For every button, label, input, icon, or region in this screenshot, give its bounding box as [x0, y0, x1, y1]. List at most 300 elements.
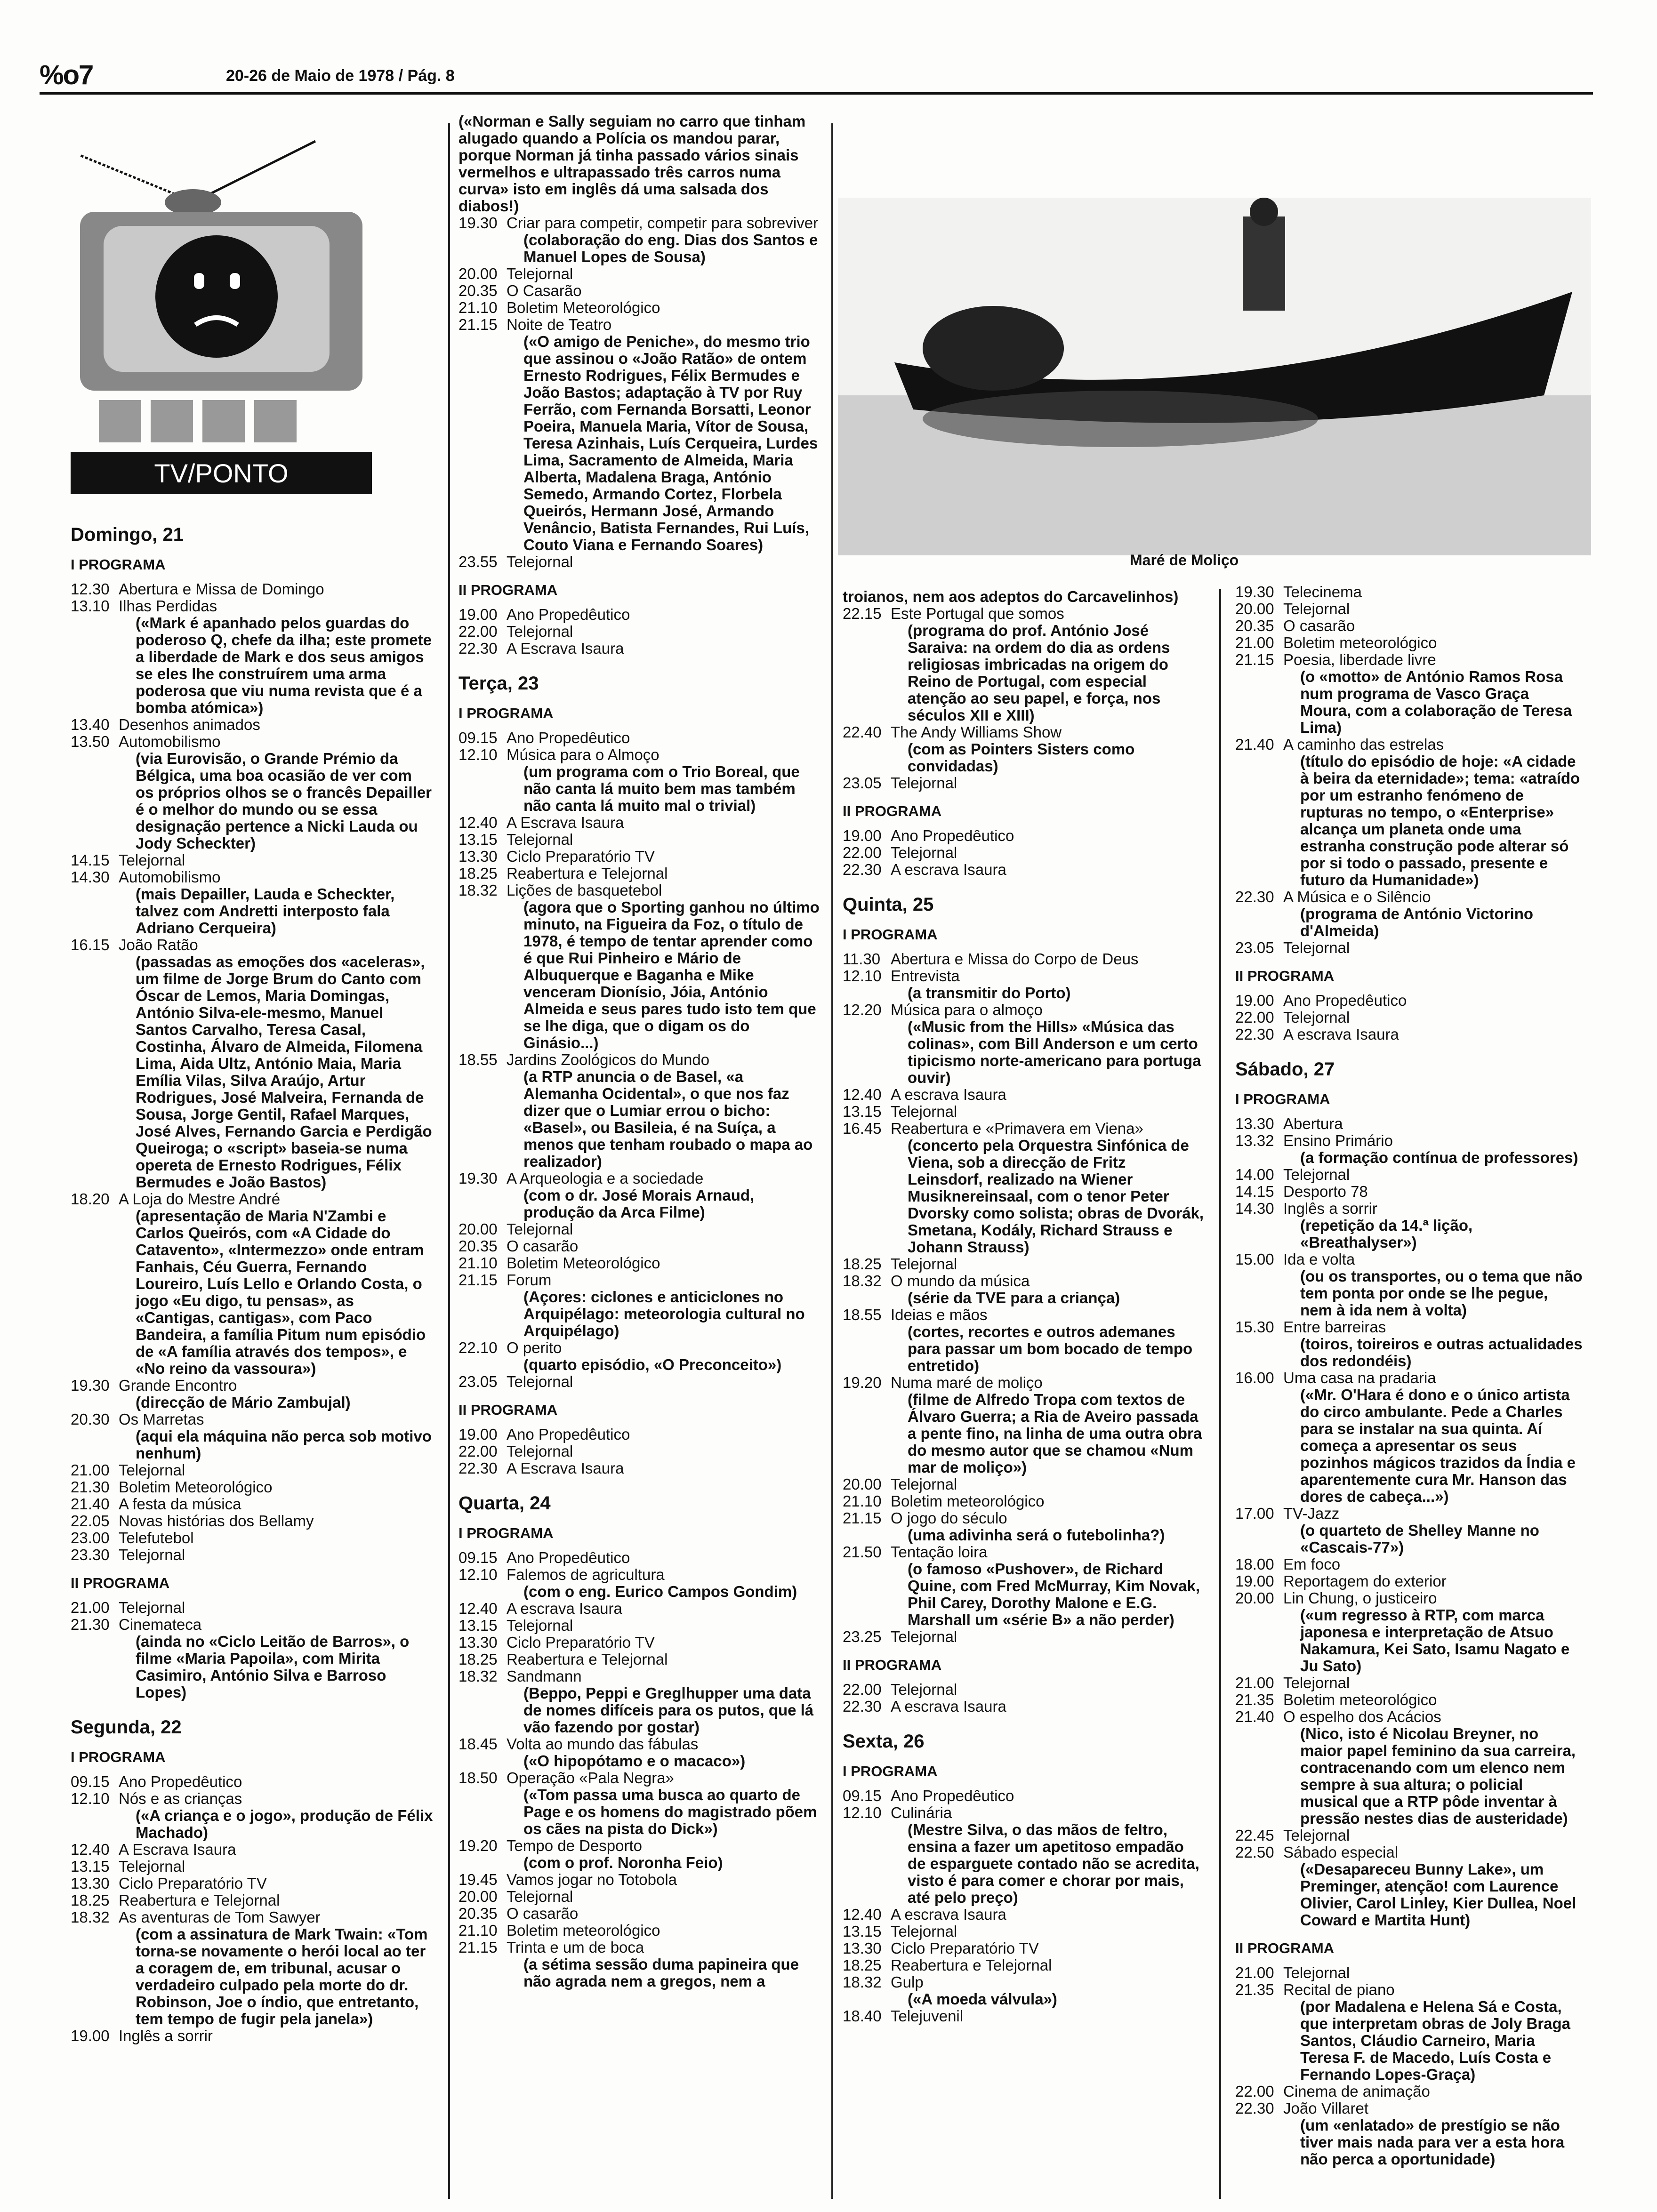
schedule-item: [458, 1770, 821, 1787]
programme-title: Boletim meteorológico: [891, 1492, 1045, 1510]
programme-description: (direcção de Mário Zambujal): [136, 1394, 351, 1411]
programme-description: (Mestre Silva, o das mãos de feltro, ensina a fazer um apetitoso empadão de esparguete contado não se acredita, visto é para comer e chorar por mais, até pelo preço): [908, 1821, 1199, 1906]
schedule-item: [1235, 651, 1584, 668]
schedule-item: [1235, 1115, 1584, 1132]
programme-title: Automobilismo: [119, 868, 221, 886]
programme-title: Criar para competir, competir para sobreviver: [507, 214, 819, 232]
schedule-item: [843, 1374, 1205, 1391]
broadcast-time: 13.30: [71, 1875, 110, 1892]
programme-title: Telejornal: [1283, 1674, 1350, 1691]
schedule-item: [843, 951, 1205, 968]
broadcast-time: 14.30: [1235, 1200, 1274, 1217]
programme-title: Telejornal: [891, 1923, 957, 1940]
programme-description: (Nico, isto é Nicolau Breyner, no maior papel feminino da sua carreira, contracenando com um elenco nem sempre à sua altura; o policial musical que a RTP pôde inventar à pressão nestes dias de austeridade): [1300, 1725, 1576, 1827]
schedule-item: [458, 553, 821, 570]
schedule-item: [1235, 939, 1584, 956]
schedule-item: [843, 1306, 1205, 1323]
broadcast-time: 18.00: [1235, 1555, 1274, 1573]
schedule-item: [458, 623, 821, 640]
schedule-item: [1235, 1319, 1584, 1336]
programme-description: («Music from the Hills» «Música das colinas», com Bill Anderson e um certo tipicismo norte-americano para portuga ouvir): [908, 1018, 1201, 1086]
schedule-item: [71, 1462, 433, 1479]
schedule-item: [71, 1892, 433, 1909]
programme-title: Telejornal: [507, 831, 573, 848]
schedule-item: [458, 1668, 821, 1685]
schedule-item: [1235, 1370, 1584, 1387]
schedule-item: [458, 1255, 821, 1272]
programme-title: Telejornal: [119, 851, 185, 869]
schedule-item: [843, 724, 1205, 741]
schedule-item: [1235, 1505, 1584, 1522]
schedule-item: [71, 1547, 433, 1563]
schedule-item: [458, 1272, 821, 1289]
programme-title: A festa da música: [119, 1495, 241, 1513]
schedule-item: [1235, 1573, 1584, 1590]
programme-description: (série da TVE para a criança): [908, 1289, 1120, 1306]
column-4: [1235, 584, 1584, 2168]
programme-description: (colaboração do eng. Dias dos Santos e Manuel Lopes de Sousa): [523, 231, 818, 265]
schedule-item: [843, 1698, 1205, 1715]
schedule-item: [1235, 889, 1584, 906]
broadcast-time: 11.30: [843, 950, 881, 968]
broadcast-time: 19.30: [1235, 583, 1274, 601]
day-heading: Quarta, 24: [458, 1493, 551, 1514]
programme-title: Volta ao mundo das fábulas: [507, 1735, 699, 1753]
programme-heading: I PROGRAMA: [843, 926, 938, 943]
programme-description: («Desapareceu Bunny Lake», um Preminger, atenção! com Laurence Olivier, Carol Linley, Kier Dullea, Noel Coward e Martita Hunt): [1300, 1860, 1577, 1929]
broadcast-time: 12.40: [843, 1086, 882, 1103]
programme-title: Forum: [507, 1271, 552, 1289]
programme-title: Ano Propedêutico: [891, 827, 1014, 844]
programme-description: (ou os transportes, ou o tema que não tem ponta por onde se lhe pegue, nem à ida nem à volta): [1300, 1267, 1583, 1319]
programme-description: (por Madalena e Helena Sá e Costa, que interpretam obras de Joly Braga Santos, Cláudio Carneiro, Maria Teresa F. de Macedo, Luís Costa e Fernando Lopes-Graça): [1300, 1998, 1571, 2083]
programme-title: Telejornal: [507, 623, 573, 640]
programme-title: A escrava Isaura: [891, 1906, 1006, 1923]
schedule-item: [458, 299, 821, 316]
programme-description: (com o dr. José Morais Arnaud, produção da Arca Filme): [523, 1186, 755, 1221]
schedule-item: [1235, 1708, 1584, 1725]
programme-title: Poesia, liberdade livre: [1283, 651, 1436, 668]
broadcast-time: 12.10: [843, 967, 882, 985]
programme-title: Tentação loira: [891, 1543, 988, 1561]
broadcast-time: 22.30: [458, 640, 498, 657]
broadcast-time: 21.10: [458, 1254, 498, 1272]
broadcast-time: 17.00: [1235, 1505, 1274, 1522]
programme-title: Ciclo Preparatório TV: [507, 848, 655, 865]
broadcast-time: 22.30: [1235, 1026, 1274, 1043]
programme-title: Telejornal: [507, 265, 573, 282]
programme-title: O casarão: [507, 1237, 579, 1255]
programme-title: Ano Propedêutico: [507, 606, 630, 623]
schedule-item: [71, 937, 433, 954]
programme-title: Telejornal: [891, 774, 957, 792]
broadcast-time: 21.10: [458, 1922, 498, 1939]
schedule-item: [458, 746, 821, 763]
broadcast-time: 12.30: [71, 580, 110, 598]
column-2: [458, 113, 821, 1990]
programme-heading: I PROGRAMA: [458, 1525, 554, 1541]
schedule-item: [71, 1909, 433, 1926]
schedule-item: [71, 1875, 433, 1892]
programme-title: Boletim Meteorológico: [507, 299, 660, 316]
schedule-item: [458, 215, 821, 232]
broadcast-time: 21.00: [1235, 1964, 1274, 1981]
television-icon: [71, 136, 372, 457]
schedule-item: [843, 1273, 1205, 1290]
broadcast-time: 22.15: [843, 605, 882, 622]
programme-heading: I PROGRAMA: [71, 1749, 166, 1765]
schedule-item: [843, 1256, 1205, 1273]
broadcast-time: 13.30: [458, 848, 498, 865]
day-heading: Terça, 23: [458, 673, 539, 694]
broadcast-time: 22.50: [1235, 1843, 1274, 1861]
broadcast-time: 20.00: [1235, 1589, 1274, 1607]
programme-description: («Norman e Sally seguiam no carro que tinham alugado quando a Polícia os mandou parar, porque Norman já tinha passado vários sinais vermelhos e ultrapassado três carros numa curva» isto em inglês dá uma salsada dos diabos!): [458, 112, 806, 215]
broadcast-time: 22.30: [1235, 888, 1274, 906]
programme-title: Cinema de animação: [1283, 2083, 1430, 2100]
schedule-item: [1235, 1844, 1584, 1861]
programme-title: Ano Propedêutico: [507, 1549, 630, 1566]
programme-title: Gulp: [891, 1973, 924, 1991]
schedule-item: [458, 1373, 821, 1390]
broadcast-time: 20.35: [1235, 617, 1274, 634]
schedule-item: [71, 1411, 433, 1428]
schedule-item: [71, 1773, 433, 1790]
broadcast-time: 22.00: [1235, 1009, 1274, 1026]
programme-title: Ciclo Preparatório TV: [119, 1875, 267, 1892]
schedule-item: [843, 1544, 1205, 1561]
programme-title: Lições de basquetebol: [507, 882, 662, 899]
schedule-item: [458, 814, 821, 831]
programme-description: (a transmitir do Porto): [908, 984, 1071, 1002]
schedule-item: [458, 1600, 821, 1617]
programme-title: Telejornal: [1283, 1166, 1350, 1183]
schedule-item: [843, 1940, 1205, 1957]
schedule-item: [458, 882, 821, 899]
broadcast-time: 18.25: [71, 1891, 110, 1909]
programme-title: Telejornal: [1283, 1827, 1350, 1844]
schedule-item: [843, 1002, 1205, 1018]
schedule-item: [71, 1479, 433, 1496]
broadcast-time: 21.15: [458, 316, 498, 333]
broadcast-time: 22.10: [458, 1339, 498, 1356]
schedule-item: [843, 1681, 1205, 1698]
programme-title: Ano Propedêutico: [119, 1773, 242, 1790]
programme-title: Telejornal: [507, 1373, 573, 1390]
programme-title: Este Portugal que somos: [891, 605, 1064, 622]
broadcast-time: 21.50: [843, 1543, 882, 1561]
schedule-item: [458, 1339, 821, 1356]
programme-description: (um programa com o Trio Boreal, que não canta lá muito bem mas também não canta lá muito mal o trivial): [523, 763, 800, 814]
programme-title: O casarão: [1283, 617, 1355, 634]
broadcast-time: 18.32: [71, 1908, 110, 1926]
broadcast-time: 19.20: [843, 1374, 882, 1391]
broadcast-time: 18.32: [458, 1667, 498, 1685]
schedule-item: [843, 1957, 1205, 1974]
schedule-item: [458, 1634, 821, 1651]
programme-title: Trinta e um de boca: [507, 1939, 644, 1956]
programme-title: A escrava Isaura: [891, 1086, 1006, 1103]
schedule-item: [458, 1871, 821, 1888]
photo-caption: Maré de Moliço: [1130, 552, 1239, 569]
programme-description: (via Eurovisão, o Grande Prémio da Bélgica, uma boa ocasião de ver com os próprios olhos se o francês Depailler é o melhor do mundo ou se essa designação pertence a Nicki Lauda ou Jody Scheckter): [136, 750, 432, 852]
schedule-item: [1235, 601, 1584, 617]
programme-title: Lin Chung, o justiceiro: [1283, 1589, 1437, 1607]
programme-title: Telejornal: [507, 1443, 573, 1460]
programme-title: Novas histórias dos Bellamy: [119, 1512, 314, 1530]
schedule-item: [1235, 634, 1584, 651]
schedule-item: [1235, 1675, 1584, 1691]
schedule-item: [458, 282, 821, 299]
broadcast-time: 21.15: [458, 1939, 498, 1956]
programme-title: O espelho dos Acácios: [1283, 1708, 1441, 1725]
broadcast-time: 23.05: [458, 1373, 498, 1390]
programme-title: O perito: [507, 1339, 562, 1356]
broadcast-time: 14.15: [1235, 1183, 1274, 1200]
programme-description: (agora que o Sporting ganhou no último minuto, na Figueira da Foz, o título de 1978, é tempo de tentar aprender como é que Rui Pinheiro e Mário de Albuquerque e Baganha e Mike venceram Dionísio, Jóia, António Almeida e seus pares tudo isto tem que se lhe diga, que o digam os do Ginásio...): [523, 898, 820, 1051]
broadcast-time: 19.00: [843, 827, 882, 844]
schedule-item: [1235, 1009, 1584, 1026]
programme-heading: II PROGRAMA: [843, 803, 942, 819]
broadcast-time: 18.45: [458, 1735, 498, 1753]
schedule-item: [1235, 584, 1584, 601]
programme-title: Grande Encontro: [119, 1377, 237, 1394]
schedule-item: [1235, 1200, 1584, 1217]
programme-title: A escrava Isaura: [1283, 1026, 1399, 1043]
schedule-item: [1235, 1183, 1584, 1200]
broadcast-time: 22.00: [458, 1443, 498, 1460]
broadcast-time: 20.00: [1235, 600, 1274, 617]
broadcast-time: 22.30: [1235, 2100, 1274, 2117]
schedule-item: [458, 640, 821, 657]
programme-title: Ano Propedêutico: [891, 1787, 1014, 1804]
schedule-item: [458, 1922, 821, 1939]
programme-heading: I PROGRAMA: [458, 705, 554, 721]
schedule-item: [458, 1651, 821, 1668]
programme-title: Telejornal: [891, 844, 957, 861]
broadcast-time: 18.25: [843, 1956, 882, 1974]
programme-description: («Mark é apanhado pelos guardas do poderoso Q, chefe da ilha; este promete a liberdade de Mark e dos seus amigos se eles lhe construírem uma arma poderosa que viu numa revista que é a bomba atómica»): [136, 614, 432, 716]
programme-title: O mundo da música: [891, 1272, 1030, 1290]
schedule-item: [458, 265, 821, 282]
programme-title: Inglês a sorrir: [1283, 1200, 1377, 1217]
programme-title: João Villaret: [1283, 2100, 1369, 2117]
programme-title: Abertura e Missa de Domingo: [119, 580, 324, 598]
programme-description: («Tom passa uma busca ao quarto de Page e os homens do magistrado põem os cães na pista do Dick»): [523, 1786, 817, 1837]
programme-description: (quarto episódio, «O Preconceito»): [523, 1356, 782, 1373]
header-rule: [40, 92, 1593, 95]
broadcast-time: 20.35: [458, 1905, 498, 1922]
programme-title: Uma casa na pradaria: [1283, 1369, 1436, 1387]
programme-title: Abertura: [1283, 1115, 1343, 1132]
column-divider: [1219, 589, 1221, 2199]
programme-description: troianos, nem aos adeptos do Carcavelinhos): [843, 588, 1179, 605]
schedule-item: [71, 1858, 433, 1875]
schedule-item: [71, 1191, 433, 1208]
programme-description: (repetição da 14.ª lição, «Breathalyser»): [1300, 1217, 1473, 1251]
schedule-item: [458, 1837, 821, 1854]
broadcast-time: 13.15: [71, 1858, 110, 1875]
schedule-item: [1235, 1964, 1584, 1981]
schedule-item: [843, 1923, 1205, 1940]
schedule-item: [71, 1377, 433, 1394]
broadcast-time: 21.15: [1235, 651, 1274, 668]
programme-title: Reabertura e Telejornal: [507, 865, 668, 882]
programme-description: («O hipopótamo e o macaco»): [523, 1752, 746, 1770]
schedule-item: [458, 1221, 821, 1238]
broadcast-time: 13.15: [458, 1617, 498, 1634]
programme-description: (apresentação de Maria N'Zambi e Carlos Queirós, com «A Cidade do Catavento», «Intermezzo» onde entram Fanhais, Céu Guerra, Fernando Loureiro, Luís Lello e Orlando Costa, o jogo «Eu digo, tu pensas», as «Cantigas, cantigas», com Paco Bandeira, a família Pitum num episódio de «A família através dos tempos», e «No reino da vassoura»): [136, 1207, 426, 1377]
programme-title: Telejornal: [1283, 1009, 1350, 1026]
programme-title: Entrevista: [891, 967, 960, 985]
programme-title: Desporto 78: [1283, 1183, 1368, 1200]
schedule-item: [71, 1530, 433, 1547]
day-heading: Quinta, 25: [843, 894, 934, 915]
schedule-item: [843, 1510, 1205, 1527]
programme-description: (o quarteto de Shelley Manne no «Cascais-77»): [1300, 1522, 1539, 1556]
programme-title: Sábado especial: [1283, 1843, 1399, 1861]
programme-heading: II PROGRAMA: [458, 582, 558, 598]
broadcast-time: 13.30: [1235, 1115, 1274, 1132]
programme-description: (com o prof. Noronha Feio): [523, 1854, 723, 1871]
programme-title: Telejornal: [1283, 939, 1350, 956]
boat-photo: [838, 198, 1591, 555]
broadcast-time: 13.10: [71, 597, 110, 615]
programme-title: Música para o almoço: [891, 1001, 1043, 1018]
programme-description: (uma adivinha será o futebolinha?): [908, 1526, 1165, 1544]
broadcast-time: 20.00: [458, 265, 498, 282]
programme-title: Ilhas Perdidas: [119, 597, 217, 615]
schedule-item: [843, 1787, 1205, 1804]
programme-description: (toiros, toireiros e outras actualidades dos redondéis): [1300, 1335, 1583, 1370]
programme-title: A Loja do Mestre André: [119, 1190, 281, 1208]
programme-title: Os Marretas: [119, 1411, 204, 1428]
broadcast-time: 22.05: [71, 1512, 110, 1530]
broadcast-time: 19.00: [1235, 1572, 1274, 1590]
programme-description: (a formação contínua de professores): [1300, 1149, 1578, 1166]
schedule-item: [71, 1599, 433, 1616]
schedule-item: [843, 1974, 1205, 1991]
broadcast-time: 09.15: [458, 729, 498, 746]
schedule-item: [458, 1238, 821, 1255]
programme-title: Inglês a sorrir: [119, 2027, 213, 2044]
programme-title: Cinemateca: [119, 1616, 202, 1633]
broadcast-time: 23.00: [71, 1529, 110, 1547]
programme-description: (com a assinatura de Mark Twain: «Tom torna-se novamente o herói local ao ter a coragem de, em tribunal, acusar o verdadeiro culpado pela morte do dr. Robinson, Joe o índio, que entretanto, tem tempo de fugir pela janela»): [136, 1925, 428, 2028]
schedule-item: [71, 716, 433, 733]
programme-heading: II PROGRAMA: [458, 1402, 558, 1418]
programme-description: (programa do prof. António José Saraiva: na ordem do dia as ordens religiosas imbricadas na origem do Reino de Portugal, com especial atenção ao seu papel, e força, nos séculos XII e XIII): [908, 622, 1170, 724]
programme-title: Telecinema: [1283, 583, 1362, 601]
broadcast-time: 12.20: [843, 1001, 882, 1018]
schedule-item: [1235, 1026, 1584, 1043]
tv-ponto-label: TV/PONTO: [71, 452, 372, 494]
programme-title: Boletim meteorológico: [507, 1922, 660, 1939]
programme-title: Abertura e Missa do Corpo de Deus: [891, 950, 1139, 968]
schedule-item: [1235, 1827, 1584, 1844]
programme-description: (Beppo, Peppi e Greglhupper uma data de nomes difíceis para os putos, que lá vão fazendo por gostar): [523, 1684, 814, 1736]
programme-title: Ano Propedêutico: [507, 1426, 630, 1443]
programme-title: Telefutebol: [119, 1529, 194, 1547]
broadcast-time: 20.35: [458, 282, 498, 299]
schedule-item: [71, 581, 433, 598]
broadcast-time: 21.00: [1235, 1674, 1274, 1691]
programme-title: A Música e o Silêncio: [1283, 888, 1431, 906]
schedule-item: [843, 827, 1205, 844]
schedule-item: [458, 1426, 821, 1443]
newspaper-logo: %o7: [40, 60, 93, 90]
programme-title: Telejornal: [891, 1681, 957, 1698]
programme-title: Telejornal: [891, 1103, 957, 1120]
programme-title: Nós e as crianças: [119, 1790, 242, 1807]
broadcast-time: 21.00: [71, 1599, 110, 1616]
programme-description: (o «motto» de António Ramos Rosa num programa de Vasco Graça Moura, com a colaboração de Teresa Lima): [1300, 668, 1572, 736]
programme-title: Boletim Meteorológico: [119, 1478, 273, 1496]
schedule-item: [843, 775, 1205, 792]
day-heading: Sábado, 27: [1235, 1059, 1335, 1080]
broadcast-time: 21.35: [1235, 1691, 1274, 1708]
broadcast-time: 13.40: [71, 716, 110, 733]
broadcast-time: 14.00: [1235, 1166, 1274, 1183]
schedule-item: [1235, 1166, 1584, 1183]
broadcast-time: 12.10: [458, 1566, 498, 1583]
schedule-item: [458, 848, 821, 865]
schedule-item: [458, 1905, 821, 1922]
broadcast-time: 15.30: [1235, 1318, 1274, 1336]
programme-title: Entre barreiras: [1283, 1318, 1386, 1336]
programme-title: Reabertura e Telejornal: [891, 1956, 1052, 1974]
column-3: [843, 588, 1205, 2025]
schedule-item: [71, 1513, 433, 1530]
programme-title: Em foco: [1283, 1555, 1341, 1573]
schedule-item: [1235, 2100, 1584, 2117]
schedule-item: [458, 1617, 821, 1634]
programme-description: (aqui ela máquina não perca sob motivo nenhum): [136, 1427, 432, 1462]
broadcast-time: 21.10: [843, 1492, 882, 1510]
programme-description: («Mr. O'Hara é dono e o único artista do circo ambulante. Pede a Charles para se instalar na sua quinta. Aí começa a apresentar os seus pozinhos mágicos trazidos da Índia e aparentemente cura Mr. Hanson das dores de cabeça...»): [1300, 1386, 1576, 1505]
broadcast-time: 14.30: [71, 868, 110, 886]
broadcast-time: 12.40: [458, 814, 498, 831]
broadcast-time: 19.00: [71, 2027, 110, 2044]
programme-title: O casarão: [507, 1905, 579, 1922]
schedule-item: [71, 1616, 433, 1633]
schedule-item: [458, 1566, 821, 1583]
broadcast-time: 19.30: [71, 1377, 110, 1394]
programme-title: A escrava Isaura: [507, 1600, 622, 1617]
broadcast-time: 15.00: [1235, 1250, 1274, 1268]
broadcast-time: 16.00: [1235, 1369, 1274, 1387]
programme-description: (programa de António Victorino d'Almeida): [1300, 905, 1534, 939]
broadcast-time: 21.15: [458, 1271, 498, 1289]
broadcast-time: 14.15: [71, 851, 110, 869]
programme-heading: II PROGRAMA: [1235, 1940, 1335, 1956]
broadcast-time: 20.35: [458, 1237, 498, 1255]
broadcast-time: 12.10: [843, 1804, 882, 1821]
broadcast-time: 18.25: [458, 865, 498, 882]
broadcast-time: 20.30: [71, 1411, 110, 1428]
programme-title: Operação «Pala Negra»: [507, 1769, 674, 1787]
broadcast-time: 22.30: [843, 861, 882, 878]
dateline: 20-26 de Maio de 1978 / Pág. 8: [226, 67, 455, 85]
broadcast-time: 09.15: [71, 1773, 110, 1790]
broadcast-time: 23.05: [843, 774, 882, 792]
schedule-item: [1235, 1556, 1584, 1573]
broadcast-time: 18.32: [458, 882, 498, 899]
schedule-item: [1235, 1590, 1584, 1607]
programme-title: Telejornal: [119, 1546, 185, 1563]
programme-heading: II PROGRAMA: [71, 1575, 170, 1591]
programme-title: A escrava Isaura: [891, 861, 1006, 878]
